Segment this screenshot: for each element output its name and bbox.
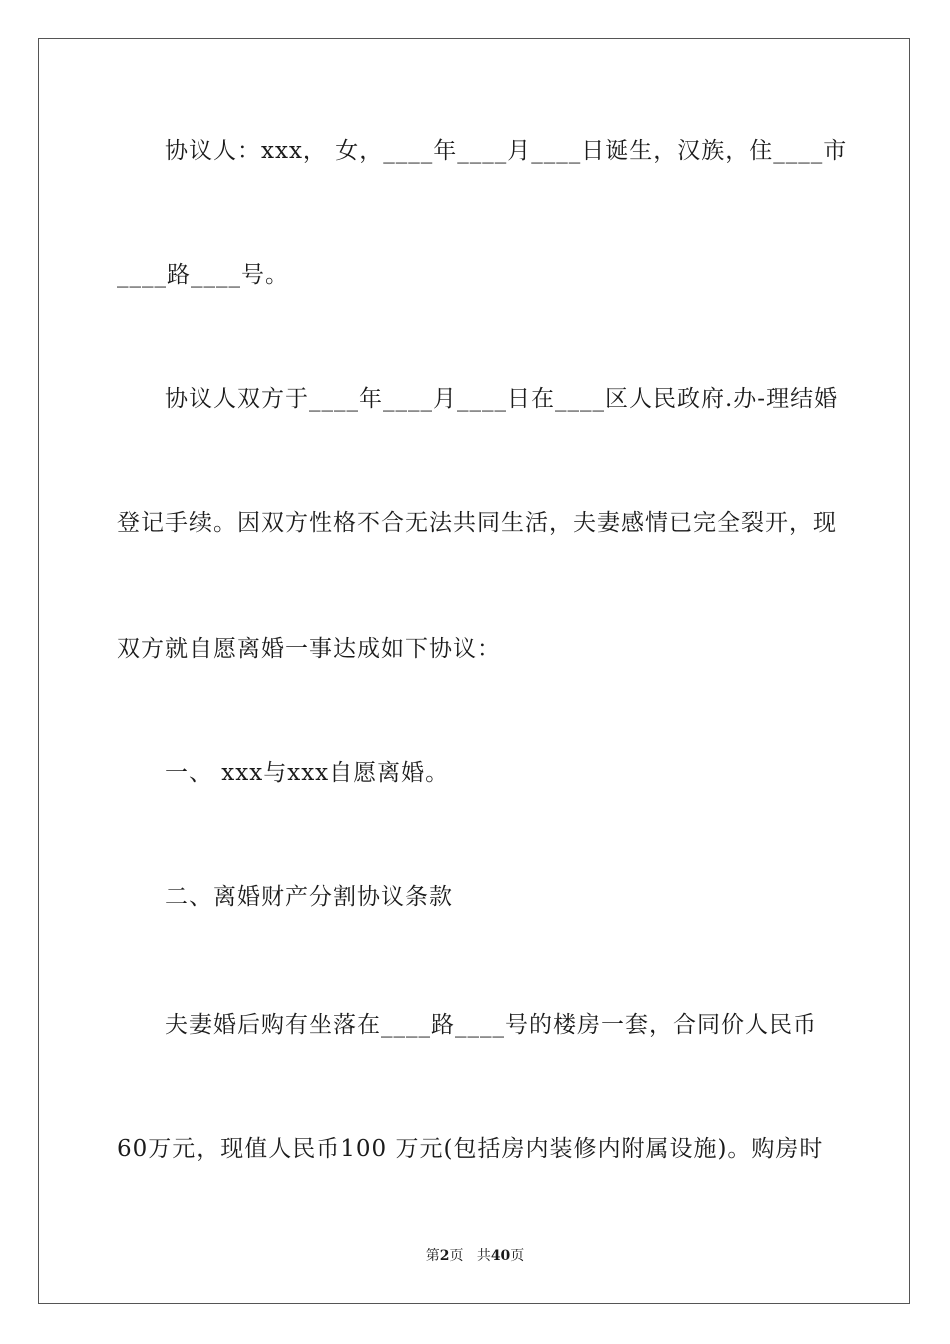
clause-one-heading: 一、 xxx与xxx自愿离婚。: [165, 760, 450, 786]
page-border: [38, 38, 910, 1304]
footer-page-number: 2: [439, 1248, 450, 1264]
footer-total-pages: 40: [490, 1248, 511, 1264]
page-footer: [0, 1247, 950, 1265]
footer-total-suffix: 页: [510, 1248, 525, 1264]
paragraph-line-9: 60万元，现值人民币100 万元(包括房内装修内附属设施)。购房时: [117, 1136, 824, 1162]
footer-page-suffix: 页: [449, 1248, 464, 1264]
paragraph-line-1: 协议人：xxx， 女，____年____月____日诞生，汉族，住____市: [165, 138, 848, 164]
paragraph-line-4: 登记手续。因双方性格不合无法共同生活，夫妻感情已完全裂开，现: [117, 510, 837, 536]
footer-page-prefix: 第: [425, 1248, 440, 1264]
clause-two-heading: 二、离婚财产分割协议条款: [165, 884, 453, 910]
paragraph-line-5: 双方就自愿离婚一事达成如下协议：: [117, 636, 501, 662]
footer-total-prefix: 共: [476, 1248, 491, 1264]
paragraph-line-2: ____路____号。: [117, 262, 289, 288]
paragraph-line-8: 夫妻婚后购有坐落在____路____号的楼房一套，合同价人民币: [165, 1012, 817, 1038]
paragraph-line-3: 协议人双方于____年____月____日在____区人民政府.办-理结婚: [165, 386, 839, 412]
